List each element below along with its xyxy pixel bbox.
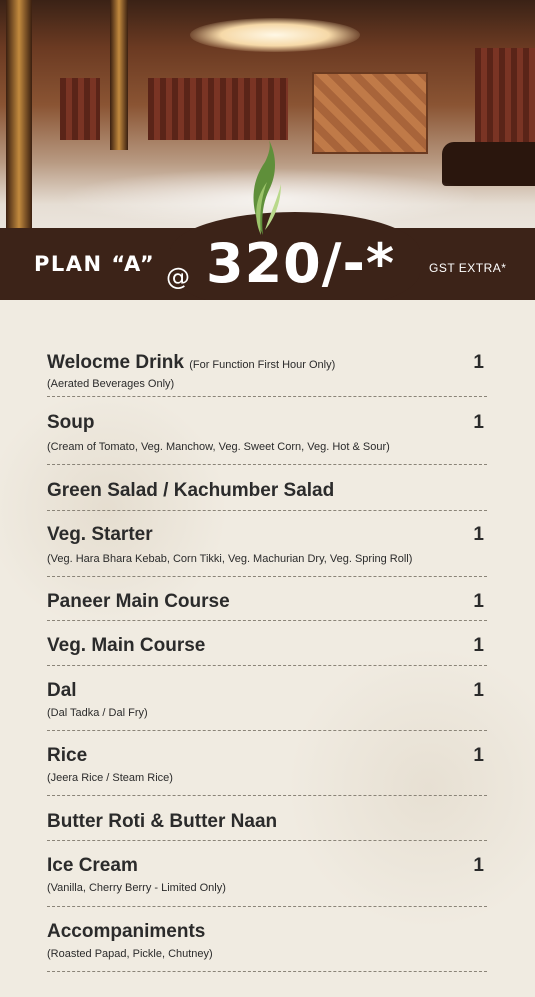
menu-item-title: Veg. Starter bbox=[47, 524, 153, 545]
menu-item-qty: 1 bbox=[473, 855, 484, 876]
plan-label: PLAN “A” bbox=[34, 252, 156, 276]
ceiling-light bbox=[190, 18, 360, 52]
menu-item-inline-note: (For Function First Hour Only) bbox=[189, 359, 336, 371]
menu-item-qty: 1 bbox=[473, 352, 484, 373]
divider bbox=[47, 730, 487, 731]
menu-item-note: (Roasted Papad, Pickle, Chutney) bbox=[47, 948, 213, 960]
curtain-left bbox=[60, 78, 100, 140]
divider bbox=[47, 510, 487, 511]
menu-item-title: Butter Roti & Butter Naan bbox=[47, 811, 278, 832]
menu-item-qty: 1 bbox=[473, 635, 484, 656]
menu-item-note: (Jeera Rice / Steam Rice) bbox=[47, 772, 173, 784]
menu-item-title: Welocme Drink bbox=[47, 352, 184, 373]
menu-item-title: Accompaniments bbox=[47, 921, 206, 942]
menu-item-title: Soup bbox=[47, 412, 95, 433]
divider bbox=[47, 795, 487, 796]
divider bbox=[47, 840, 487, 841]
menu-item-note: (Dal Tadka / Dal Fry) bbox=[47, 707, 148, 719]
menu-item-qty: 1 bbox=[473, 412, 484, 433]
curtain-right bbox=[475, 48, 535, 148]
menu-item-paneer-main-course bbox=[47, 591, 487, 613]
menu-item-note: (Aerated Beverages Only) bbox=[47, 378, 175, 390]
plan-price: 320/-* bbox=[206, 232, 396, 295]
divider bbox=[47, 396, 487, 397]
pillar-left bbox=[6, 0, 32, 235]
menu-item-qty: 1 bbox=[473, 524, 484, 545]
menu-item-note: (Veg. Hara Bhara Kebab, Corn Tikki, Veg. Machurian Dry, Veg. Spring Roll) bbox=[47, 553, 413, 565]
menu-item-title: Green Salad / Kachumber Salad bbox=[47, 480, 335, 501]
menu-item-ice-cream bbox=[47, 855, 487, 895]
menu-item-qty: 1 bbox=[473, 745, 484, 766]
divider bbox=[47, 464, 487, 465]
pillar-center bbox=[110, 0, 128, 150]
menu-item-note: (Vanilla, Cherry Berry - Limited Only) bbox=[47, 882, 226, 894]
divider bbox=[47, 665, 487, 666]
menu-item-note: (Cream of Tomato, Veg. Manchow, Veg. Sweet Corn, Veg. Hot & Sour) bbox=[47, 441, 390, 453]
gst-note: GST EXTRA* bbox=[429, 261, 507, 275]
divider bbox=[47, 971, 487, 972]
divider bbox=[47, 620, 487, 621]
menu-item-accompaniments bbox=[47, 921, 487, 961]
menu-item-welcome-drink bbox=[47, 352, 487, 391]
curtain-center bbox=[148, 78, 288, 140]
at-sign: @ bbox=[166, 263, 190, 291]
menu-item-title: Rice bbox=[47, 745, 88, 766]
menu-item-veg-main-course bbox=[47, 635, 487, 657]
divider bbox=[47, 906, 487, 907]
menu-item-title: Dal bbox=[47, 680, 77, 701]
menu-item-title: Veg. Main Course bbox=[47, 635, 206, 656]
menu-item-title: Ice Cream bbox=[47, 855, 138, 876]
menu-item-qty: 1 bbox=[473, 591, 484, 612]
menu-item-soup bbox=[47, 412, 487, 454]
divider bbox=[47, 576, 487, 577]
decorative-wall-panel bbox=[312, 72, 428, 154]
menu-item-rice bbox=[47, 745, 487, 785]
menu-item-butter-roti-naan bbox=[47, 811, 487, 833]
leaf-icon bbox=[243, 140, 283, 235]
menu-item-veg-starter bbox=[47, 524, 487, 566]
menu-item-dal bbox=[47, 680, 487, 720]
menu-item-qty: 1 bbox=[473, 680, 484, 701]
menu-item-title: Paneer Main Course bbox=[47, 591, 230, 612]
menu-item-green-salad bbox=[47, 480, 487, 502]
